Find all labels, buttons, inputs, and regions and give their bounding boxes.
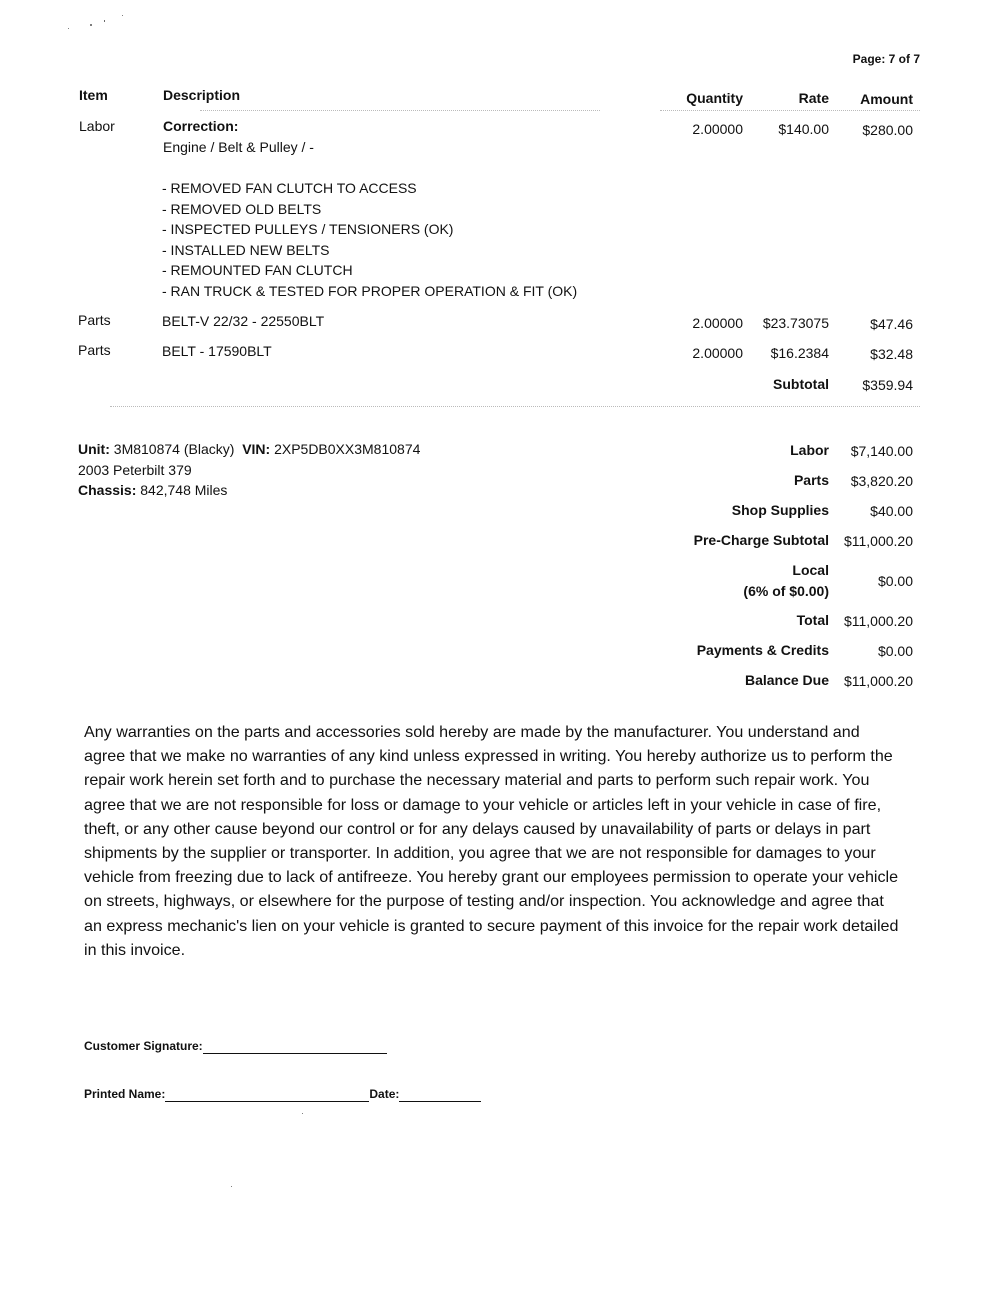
summary-total-value: $11,000.20 xyxy=(843,613,913,629)
customer-signature-label: Customer Signature: xyxy=(84,1039,203,1053)
scan-speck xyxy=(68,28,69,29)
summary-local-sublabel: (6% of $0.00) xyxy=(743,583,829,599)
labor-step: - REMOVED FAN CLUTCH TO ACCESS xyxy=(162,180,417,196)
summary-balance-due-label: Balance Due xyxy=(744,672,829,688)
labor-step: - INSPECTED PULLEYS / TENSIONERS (OK) xyxy=(162,221,454,238)
summary-shop-supplies-label: Shop Supplies xyxy=(731,502,829,518)
subtotal-value: $359.94 xyxy=(862,377,913,393)
summary-local-label: Local xyxy=(792,562,829,578)
page-number: Page: 7 of 7 xyxy=(852,52,920,66)
summary-parts-label: Parts xyxy=(793,472,829,488)
summary-labor-value: $7,140.00 xyxy=(850,443,913,459)
labor-item: Labor xyxy=(79,118,115,134)
part-1-item: Parts xyxy=(78,312,111,328)
scan-speck xyxy=(104,20,105,22)
vehicle-description: 2003 Peterbilt 379 xyxy=(78,461,192,478)
vin-value: 2XP5DB0XX3M810874 xyxy=(274,441,421,457)
unit-value: 3M810874 (Blacky) xyxy=(113,441,235,457)
customer-signature-row xyxy=(84,1039,387,1054)
scan-speck xyxy=(231,1186,232,1187)
summary-total-label: Total xyxy=(796,612,829,628)
printed-name-field[interactable] xyxy=(165,1087,369,1102)
chassis-label: Chassis: xyxy=(78,482,137,498)
summary-pre-charge-subtotal-label: Pre-Charge Subtotal xyxy=(693,532,829,548)
part-2-rate: $16.2384 xyxy=(770,345,829,361)
labor-subtitle: Engine / Belt & Pulley / - xyxy=(163,139,314,155)
labor-step: - REMOVED OLD BELTS xyxy=(162,200,322,217)
labor-steps xyxy=(162,178,577,302)
customer-signature-field[interactable] xyxy=(203,1039,387,1054)
summary-shop-supplies-value: $40.00 xyxy=(870,503,913,519)
chassis-line xyxy=(78,480,420,501)
summary-payments-credits-label: Payments & Credits xyxy=(696,642,829,658)
unit-label: Unit: xyxy=(78,441,110,457)
chassis-value: 842,748 Miles xyxy=(140,482,228,498)
summary-pre-charge-subtotal-value: $11,000.20 xyxy=(843,533,913,549)
header-description: Description xyxy=(163,87,241,103)
part-1-amount: $47.46 xyxy=(870,316,913,332)
header-quantity: Quantity xyxy=(686,90,743,106)
unit-info xyxy=(78,439,420,501)
summary-balance-due-value: $11,000.20 xyxy=(843,673,913,689)
labor-step: - REMOUNTED FAN CLUTCH xyxy=(162,262,353,279)
part-1-rate: $23.73075 xyxy=(762,315,829,331)
printed-name-label: Printed Name: xyxy=(84,1087,166,1101)
printed-name-row xyxy=(84,1087,481,1102)
warranty-paragraph: Any warranties on the parts and accessories sold hereby are made by the manufacturer. You understand and agree that we make no warranties of any kind unless expressed in writing. You hereby authorize us to perform the repair work herein set forth and to purchase the necessary material and parts to perform such repair work. You agree that we are not responsible for loss or damage to your vehicle or articles left in your vehicle in case of fire, theft, or any other cause beyond our control or for any delays caused by unavailability of parts or delays in part shipments by the supplier or transporter. In addition, you agree that we are not responsible for damages to your vehicle from freezing due to lack of antifreeze. You hereby grant our employees permission to operate your vehicle on streets, highways, or elsewhere for the purpose of testing and/or inspection. You acknowledge and agree that an express mechanic's lien on your vehicle is granted to secure payment of this invoice for the repair work detailed in this invoice. xyxy=(84,723,899,959)
summary-payments-credits-value: $0.00 xyxy=(877,643,913,659)
summary-local-value: $0.00 xyxy=(877,573,913,589)
scan-speck xyxy=(122,15,123,16)
scan-dotted-line xyxy=(660,110,920,111)
scan-dotted-line xyxy=(200,110,600,111)
scan-speck xyxy=(302,1113,303,1114)
part-2-description: BELT - 17590BLT xyxy=(162,343,272,359)
labor-step: - RAN TRUCK & TESTED FOR PROPER OPERATION & FIT (OK) xyxy=(162,282,578,299)
summary-parts-value: $3,820.20 xyxy=(850,473,913,489)
header-rate: Rate xyxy=(798,90,829,106)
part-1-description: BELT-V 22/32 - 22550BLT xyxy=(162,313,325,329)
part-1-quantity: 2.00000 xyxy=(692,315,743,331)
part-2-amount: $32.48 xyxy=(870,346,913,362)
header-amount: Amount xyxy=(860,91,913,107)
date-field[interactable] xyxy=(399,1087,481,1102)
labor-step: - INSTALLED NEW BELTS xyxy=(162,241,330,258)
scan-speck xyxy=(90,24,92,26)
vin-label: VIN: xyxy=(242,441,271,457)
labor-rate: $140.00 xyxy=(778,121,829,137)
subtotal-label: Subtotal xyxy=(773,376,829,392)
summary-labor-label: Labor xyxy=(790,442,829,458)
labor-title: Correction: xyxy=(163,118,239,134)
part-2-item: Parts xyxy=(78,342,111,358)
labor-amount: $280.00 xyxy=(862,122,913,138)
labor-quantity: 2.00000 xyxy=(692,121,743,137)
scan-dotted-line xyxy=(110,406,920,407)
header-item: Item xyxy=(79,87,108,103)
date-label: Date: xyxy=(369,1087,400,1101)
unit-line xyxy=(78,439,420,460)
part-2-quantity: 2.00000 xyxy=(692,345,743,361)
